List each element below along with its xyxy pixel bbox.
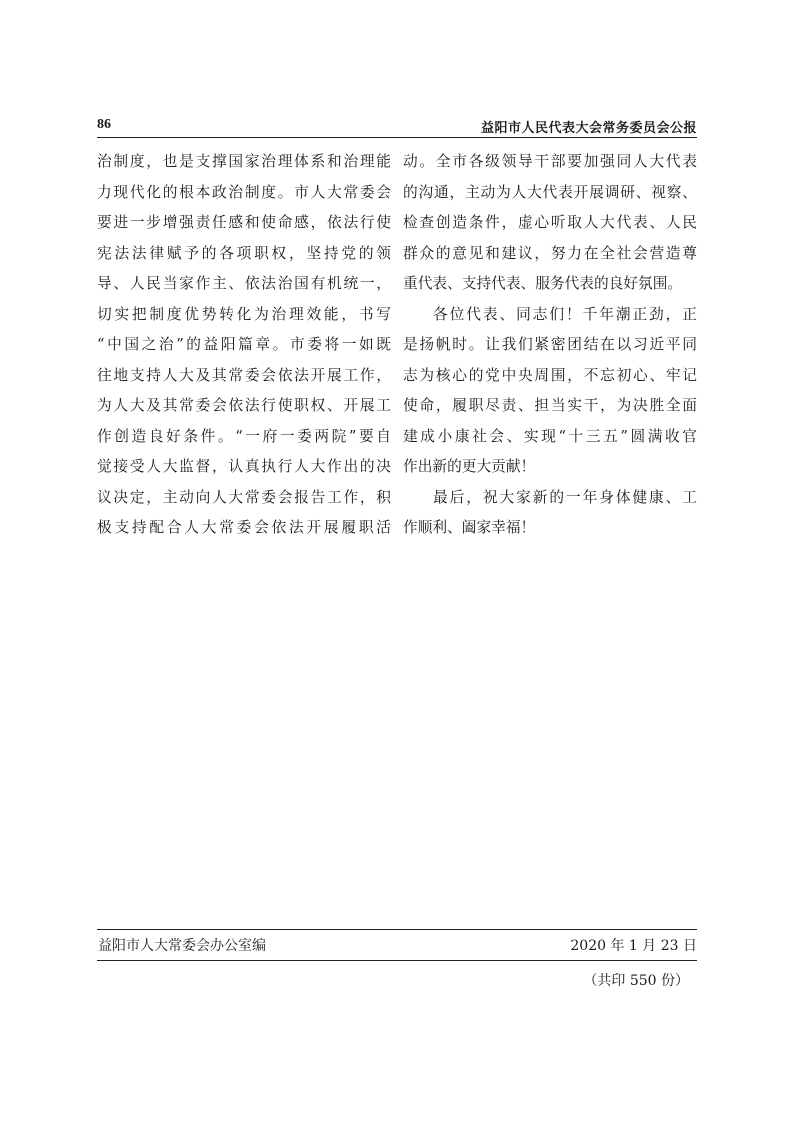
text-line: 作出新的更大贡献！ xyxy=(403,458,536,475)
text-line: 力现代化的根本政治制度。市人大常委会 xyxy=(97,183,391,201)
left-column xyxy=(97,147,391,544)
text-line: 导、人民当家作主、依法治国有机统一， xyxy=(97,275,391,292)
text-line: 群众的意见和建议，努力在全社会营造尊 xyxy=(403,244,697,262)
text-line: 为人大及其常委会依法行使职权、开展工 xyxy=(97,397,391,414)
text-line: 宪法法律赋予的各项职权，坚持党的领 xyxy=(97,244,391,262)
text-line: 使命，履职尽责、担当实干，为决胜全面 xyxy=(403,397,697,414)
footer-top-rule xyxy=(97,929,697,930)
text-line: 往地支持人大及其常委会依法开展工作， xyxy=(97,366,391,384)
text-line: 要进一步增强责任感和使命感，依法行使 xyxy=(97,214,391,231)
text-line: 切实把制度优势转化为治理效能，书写 xyxy=(97,305,391,323)
text-line: 的沟通，主动为人大代表开展调研、视察、 xyxy=(403,183,697,201)
text-line: 检查创造条件，虚心听取人大代表、人民 xyxy=(403,214,697,231)
right-column xyxy=(403,147,697,544)
text-line: 志为核心的党中央周围，不忘初心、牢记 xyxy=(403,366,697,384)
page-header xyxy=(97,117,697,138)
journal-title: 益阳市人民代表大会常务委员会公报 xyxy=(480,121,697,136)
footer-date: 2020 年 1 月 23 日 xyxy=(570,938,697,954)
footer-editor: 益阳市人大常委会办公室编 xyxy=(98,938,266,954)
text-line: 作顺利、阖家幸福！ xyxy=(403,519,536,536)
text-line: 动。全市各级领导干部要加强同人大代表 xyxy=(403,153,697,170)
footer-bottom-rule xyxy=(97,960,697,961)
text-line: “中国之治”的益阳篇章。市委将一如既 xyxy=(97,336,391,353)
text-line: 重代表、支持代表、服务代表的良好氛围。 xyxy=(403,275,683,292)
print-copies: （共印 550 份） xyxy=(583,973,689,989)
text-line: 觉接受人大监督，认真执行人大作出的决 xyxy=(97,458,391,475)
page-number: 86 xyxy=(97,117,111,132)
text-line: 作创造良好条件。“一府一委两院”要自 xyxy=(97,427,391,445)
text-line: 是扬帆时。让我们紧密团结在以习近平同 xyxy=(403,336,697,353)
paragraph-start-line: 各位代表、同志们！千年潮正劲，正 xyxy=(433,305,697,323)
text-line: 议决定，主动向人大常委会报告工作，积 xyxy=(97,488,391,506)
text-line: 极支持配合人大常委会依法开展履职活 xyxy=(97,519,391,536)
paragraph-start-line: 最后，祝大家新的一年身体健康、工 xyxy=(433,488,697,506)
text-line: 治制度，也是支撑国家治理体系和治理能 xyxy=(97,153,391,170)
text-line: 建成小康社会、实现“十三五”圆满收官 xyxy=(403,427,697,445)
